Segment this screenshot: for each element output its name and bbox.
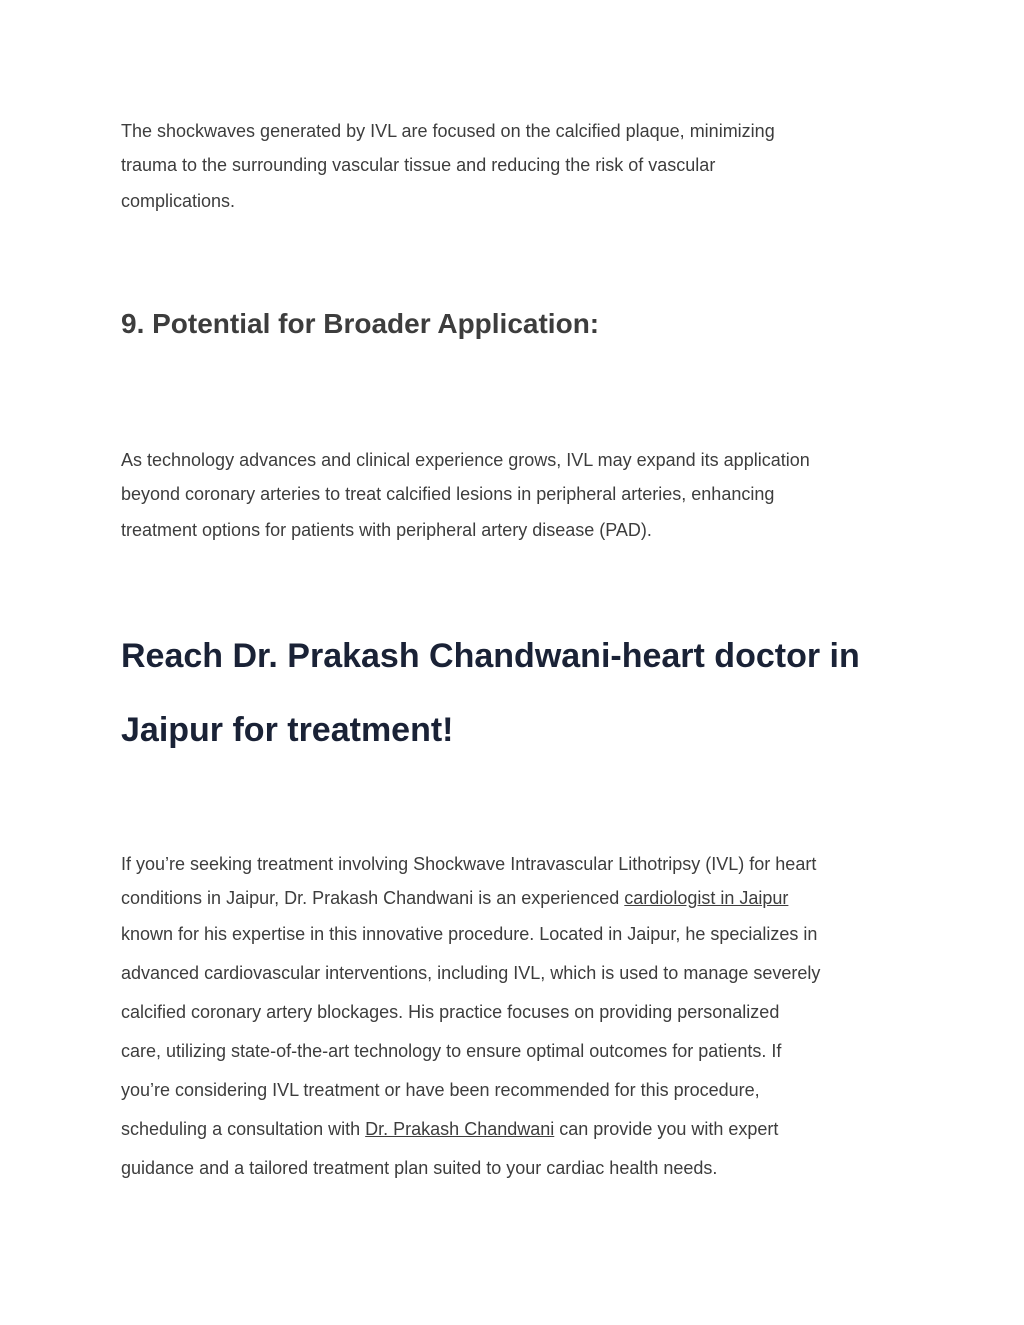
text-segment: can provide you with expert bbox=[554, 1119, 779, 1139]
text-line: As technology advances and clinical experience grows, IVL may expand its application bbox=[121, 450, 810, 470]
text-line: care, utilizing state-of-the-art technology to ensure optimal outcomes for patients. If bbox=[121, 1041, 782, 1061]
paragraph-reach-doctor bbox=[121, 847, 820, 1188]
paragraph-broader-application bbox=[121, 443, 810, 550]
dr-prakash-chandwani-link[interactable]: Dr. Prakash Chandwani bbox=[365, 1119, 555, 1139]
text-segment: scheduling a consultation with bbox=[121, 1119, 366, 1139]
text-line: If you’re seeking treatment involving Shockwave Intravascular Lithotripsy (IVL) for heart bbox=[121, 854, 817, 874]
text-line: you’re considering IVL treatment or have been recommended for this procedure, bbox=[121, 1080, 760, 1100]
text-line: trauma to the surrounding vascular tissue and reducing the risk of vascular bbox=[121, 155, 716, 175]
text-line: calcified coronary artery blockages. His practice focuses on providing personalized bbox=[121, 1002, 780, 1022]
text-line: treatment options for patients with peripheral artery disease (PAD). bbox=[121, 520, 652, 540]
text-line: complications. bbox=[121, 191, 236, 211]
cardiologist-in-jaipur-link[interactable]: cardiologist in Jaipur bbox=[624, 888, 789, 908]
reach-doctor-heading bbox=[121, 619, 860, 767]
paragraph-shockwave-focus bbox=[121, 114, 775, 221]
text-line bbox=[121, 881, 820, 915]
heading-line: Jaipur for treatment! bbox=[121, 711, 454, 749]
heading-line: Reach Dr. Prakash Chandwani-heart doctor in bbox=[121, 637, 860, 675]
section-heading-broader-application: 9. Potential for Broader Application: bbox=[121, 308, 600, 339]
text-line: known for his expertise in this innovative procedure. Located in Jaipur, he specializes in bbox=[121, 924, 818, 944]
text-segment: conditions in Jaipur, Dr. Prakash Chandwani is an experienced bbox=[121, 888, 625, 908]
text-line: The shockwaves generated by IVL are focused on the calcified plaque, minimizing bbox=[121, 121, 775, 141]
text-line: guidance and a tailored treatment plan suited to your cardiac health needs. bbox=[121, 1158, 718, 1178]
text-line: beyond coronary arteries to treat calcified lesions in peripheral arteries, enhancing bbox=[121, 484, 775, 504]
text-line bbox=[121, 1110, 820, 1149]
text-line: advanced cardiovascular interventions, including IVL, which is used to manage severely bbox=[121, 963, 821, 983]
